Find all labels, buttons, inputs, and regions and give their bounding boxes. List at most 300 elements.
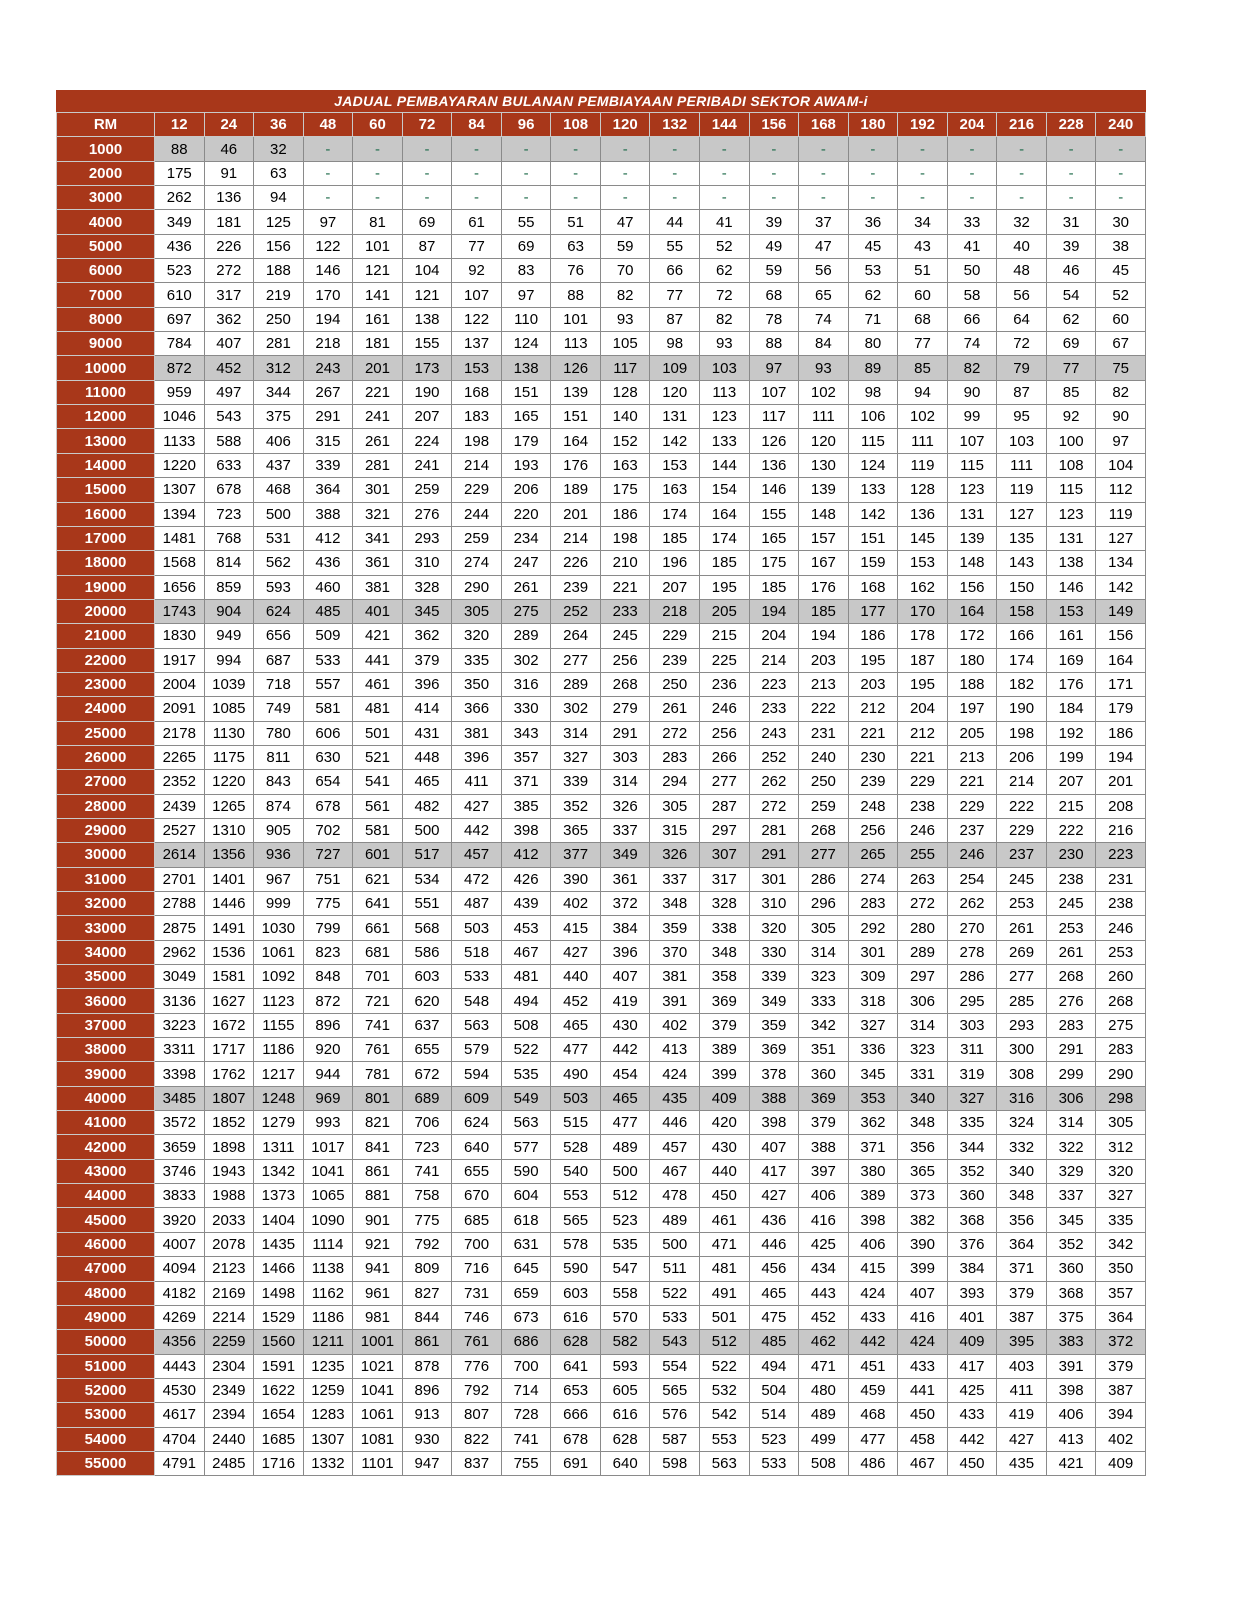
table-cell: 1248 bbox=[254, 1086, 304, 1110]
table-cell: 230 bbox=[848, 745, 898, 769]
table-cell: 66 bbox=[947, 307, 997, 331]
table-cell: 248 bbox=[848, 794, 898, 818]
table-cell: - bbox=[799, 137, 849, 161]
table-cell: 40 bbox=[997, 234, 1047, 258]
table-cell: 204 bbox=[749, 624, 799, 648]
table-cell: 590 bbox=[551, 1257, 601, 1281]
table-cell: 194 bbox=[303, 307, 353, 331]
table-cell: 264 bbox=[551, 624, 601, 648]
table-cell: 485 bbox=[303, 599, 353, 623]
table-cell: 342 bbox=[1096, 1232, 1146, 1256]
table-cell: 391 bbox=[650, 989, 700, 1013]
table-cell: 993 bbox=[303, 1111, 353, 1135]
table-cell: 1491 bbox=[204, 916, 254, 940]
table-cell: 741 bbox=[353, 1013, 403, 1037]
table-cell: 289 bbox=[898, 940, 948, 964]
table-cell: 32 bbox=[254, 137, 304, 161]
table-cell: 446 bbox=[650, 1111, 700, 1135]
table-cell: 292 bbox=[848, 916, 898, 940]
table-cell: 382 bbox=[898, 1208, 948, 1232]
table-cell: 141 bbox=[353, 283, 403, 307]
table-cell: 216 bbox=[1096, 818, 1146, 842]
table-cell: 811 bbox=[254, 745, 304, 769]
table-cell: 406 bbox=[848, 1232, 898, 1256]
table-cell: 203 bbox=[848, 672, 898, 696]
table-cell: 369 bbox=[700, 989, 750, 1013]
table-cell: 371 bbox=[501, 770, 551, 794]
table-cell: 587 bbox=[650, 1427, 700, 1451]
table-cell: 594 bbox=[452, 1062, 502, 1086]
table-cell: 239 bbox=[848, 770, 898, 794]
table-cell: 315 bbox=[650, 818, 700, 842]
column-header-term: 36 bbox=[254, 113, 304, 137]
table-cell: 348 bbox=[898, 1111, 948, 1135]
table-row bbox=[57, 672, 1146, 696]
table-cell: 4530 bbox=[155, 1378, 205, 1402]
table-cell: 186 bbox=[1096, 721, 1146, 745]
table-cell: 397 bbox=[799, 1159, 849, 1183]
table-cell: 283 bbox=[1096, 1038, 1146, 1062]
table-cell: 616 bbox=[551, 1305, 601, 1329]
table-cell: 2004 bbox=[155, 672, 205, 696]
table-cell: 350 bbox=[452, 672, 502, 696]
table-cell: 230 bbox=[1046, 843, 1096, 867]
table-row bbox=[57, 1086, 1146, 1110]
table-cell: 415 bbox=[848, 1257, 898, 1281]
table-cell: 246 bbox=[947, 843, 997, 867]
table-cell: 509 bbox=[303, 624, 353, 648]
table-cell: 87 bbox=[650, 307, 700, 331]
table-cell: 437 bbox=[254, 453, 304, 477]
table-cell: 62 bbox=[848, 283, 898, 307]
table-cell: 229 bbox=[947, 794, 997, 818]
table-cell: 685 bbox=[452, 1208, 502, 1232]
row-header-amount: 32000 bbox=[57, 892, 155, 916]
table-cell: 340 bbox=[997, 1159, 1047, 1183]
table-cell: 468 bbox=[254, 478, 304, 502]
table-cell: 920 bbox=[303, 1038, 353, 1062]
table-cell: 278 bbox=[947, 940, 997, 964]
table-cell: 947 bbox=[402, 1451, 452, 1475]
table-cell: 360 bbox=[799, 1062, 849, 1086]
table-cell: 349 bbox=[749, 989, 799, 1013]
table-cell: 291 bbox=[303, 405, 353, 429]
column-header-term: 228 bbox=[1046, 113, 1096, 137]
table-cell: 315 bbox=[303, 429, 353, 453]
table-cell: 419 bbox=[997, 1403, 1047, 1427]
table-cell: 175 bbox=[749, 551, 799, 575]
table-cell: 183 bbox=[452, 405, 502, 429]
row-header-amount: 9000 bbox=[57, 332, 155, 356]
table-cell: 913 bbox=[402, 1403, 452, 1427]
table-cell: 321 bbox=[353, 502, 403, 526]
table-cell: 89 bbox=[848, 356, 898, 380]
table-cell: 262 bbox=[749, 770, 799, 794]
table-cell: - bbox=[1046, 186, 1096, 210]
table-cell: 541 bbox=[353, 770, 403, 794]
table-cell: 120 bbox=[799, 429, 849, 453]
table-cell: 229 bbox=[650, 624, 700, 648]
table-cell: 51 bbox=[551, 210, 601, 234]
row-header-amount: 30000 bbox=[57, 843, 155, 867]
table-cell: 104 bbox=[1096, 453, 1146, 477]
table-cell: 807 bbox=[452, 1403, 502, 1427]
table-row bbox=[57, 1427, 1146, 1451]
table-cell: 95 bbox=[997, 405, 1047, 429]
table-cell: 119 bbox=[898, 453, 948, 477]
table-cell: 1090 bbox=[303, 1208, 353, 1232]
table-cell: 365 bbox=[898, 1159, 948, 1183]
table-cell: 295 bbox=[947, 989, 997, 1013]
table-cell: 121 bbox=[402, 283, 452, 307]
table-row bbox=[57, 453, 1146, 477]
table-cell: 969 bbox=[303, 1086, 353, 1110]
table-cell: 205 bbox=[700, 599, 750, 623]
table-cell: 356 bbox=[997, 1208, 1047, 1232]
table-cell: - bbox=[402, 186, 452, 210]
table-cell: 723 bbox=[204, 502, 254, 526]
table-cell: 107 bbox=[947, 429, 997, 453]
table-cell: 165 bbox=[501, 405, 551, 429]
table-row bbox=[57, 697, 1146, 721]
table-cell: 195 bbox=[898, 672, 948, 696]
table-row bbox=[57, 1013, 1146, 1037]
table-cell: 143 bbox=[997, 551, 1047, 575]
table-cell: 65 bbox=[799, 283, 849, 307]
table-cell: 104 bbox=[402, 259, 452, 283]
table-cell: 194 bbox=[749, 599, 799, 623]
table-cell: 784 bbox=[155, 332, 205, 356]
table-cell: 309 bbox=[848, 965, 898, 989]
table-cell: 231 bbox=[1096, 867, 1146, 891]
table-cell: 792 bbox=[402, 1232, 452, 1256]
table-row bbox=[57, 916, 1146, 940]
table-cell: 296 bbox=[799, 892, 849, 916]
table-cell: 2214 bbox=[204, 1305, 254, 1329]
table-cell: 317 bbox=[204, 283, 254, 307]
table-cell: 590 bbox=[501, 1159, 551, 1183]
table-cell: 624 bbox=[452, 1111, 502, 1135]
row-header-amount: 36000 bbox=[57, 989, 155, 1013]
table-row bbox=[57, 1184, 1146, 1208]
table-cell: 215 bbox=[700, 624, 750, 648]
table-cell: 97 bbox=[1096, 429, 1146, 453]
table-cell: 156 bbox=[947, 575, 997, 599]
table-cell: 442 bbox=[848, 1330, 898, 1354]
table-cell: 522 bbox=[501, 1038, 551, 1062]
table-cell: 201 bbox=[353, 356, 403, 380]
table-cell: 301 bbox=[848, 940, 898, 964]
table-cell: 421 bbox=[1046, 1451, 1096, 1475]
table-cell: - bbox=[947, 186, 997, 210]
table-cell: 678 bbox=[303, 794, 353, 818]
table-cell: 247 bbox=[501, 551, 551, 575]
table-cell: 389 bbox=[700, 1038, 750, 1062]
table-cell: 254 bbox=[947, 867, 997, 891]
table-cell: 159 bbox=[848, 551, 898, 575]
row-header-amount: 42000 bbox=[57, 1135, 155, 1159]
table-cell: 401 bbox=[947, 1305, 997, 1329]
table-cell: 373 bbox=[898, 1184, 948, 1208]
table-cell: 151 bbox=[501, 380, 551, 404]
table-cell: 2091 bbox=[155, 697, 205, 721]
table-cell: 124 bbox=[501, 332, 551, 356]
table-cell: 252 bbox=[551, 599, 601, 623]
table-cell: 434 bbox=[799, 1257, 849, 1281]
table-cell: 139 bbox=[799, 478, 849, 502]
table-cell: 2440 bbox=[204, 1427, 254, 1451]
table-cell: 327 bbox=[848, 1013, 898, 1037]
table-cell: 691 bbox=[551, 1451, 601, 1475]
table-cell: 967 bbox=[254, 867, 304, 891]
table-cell: 723 bbox=[402, 1135, 452, 1159]
row-header-amount: 43000 bbox=[57, 1159, 155, 1183]
table-cell: 113 bbox=[700, 380, 750, 404]
table-cell: 781 bbox=[353, 1062, 403, 1086]
table-cell: 155 bbox=[402, 332, 452, 356]
table-cell: 283 bbox=[650, 745, 700, 769]
table-cell: 859 bbox=[204, 575, 254, 599]
table-cell: 82 bbox=[700, 307, 750, 331]
table-cell: 192 bbox=[1046, 721, 1096, 745]
table-cell: 362 bbox=[848, 1111, 898, 1135]
table-cell: 85 bbox=[1046, 380, 1096, 404]
table-cell: 3572 bbox=[155, 1111, 205, 1135]
table-cell: 406 bbox=[1046, 1403, 1096, 1427]
table-cell: 384 bbox=[947, 1257, 997, 1281]
table-cell: 4269 bbox=[155, 1305, 205, 1329]
table-row bbox=[57, 1111, 1146, 1135]
table-cell: 452 bbox=[799, 1305, 849, 1329]
table-cell: 372 bbox=[600, 892, 650, 916]
table-cell: 328 bbox=[700, 892, 750, 916]
table-cell: 240 bbox=[799, 745, 849, 769]
table-cell: 2485 bbox=[204, 1451, 254, 1475]
table-cell: 653 bbox=[551, 1378, 601, 1402]
table-row bbox=[57, 210, 1146, 234]
table-cell: 117 bbox=[600, 356, 650, 380]
table-cell: 459 bbox=[848, 1378, 898, 1402]
table-cell: 837 bbox=[452, 1451, 502, 1475]
table-cell: 337 bbox=[1046, 1184, 1096, 1208]
table-cell: 142 bbox=[848, 502, 898, 526]
table-cell: 272 bbox=[898, 892, 948, 916]
table-cell: 207 bbox=[1046, 770, 1096, 794]
table-cell: 30 bbox=[1096, 210, 1146, 234]
table-cell: 58 bbox=[947, 283, 997, 307]
table-cell: - bbox=[303, 137, 353, 161]
table-cell: 551 bbox=[402, 892, 452, 916]
table-cell: 503 bbox=[452, 916, 502, 940]
table-cell: 125 bbox=[254, 210, 304, 234]
table-cell: 226 bbox=[551, 551, 601, 575]
table-cell: 38 bbox=[1096, 234, 1146, 258]
table-cell: 3398 bbox=[155, 1062, 205, 1086]
table-cell: 461 bbox=[353, 672, 403, 696]
table-cell: 92 bbox=[452, 259, 502, 283]
table-cell: 1332 bbox=[303, 1451, 353, 1475]
table-cell: 72 bbox=[700, 283, 750, 307]
table-cell: 1654 bbox=[254, 1403, 304, 1427]
table-cell: 628 bbox=[551, 1330, 601, 1354]
table-cell: 554 bbox=[650, 1354, 700, 1378]
table-cell: 1081 bbox=[353, 1427, 403, 1451]
table-cell: 155 bbox=[749, 502, 799, 526]
table-cell: 490 bbox=[551, 1062, 601, 1086]
column-header-term: 96 bbox=[501, 113, 551, 137]
table-cell: 749 bbox=[254, 697, 304, 721]
table-cell: 275 bbox=[501, 599, 551, 623]
table-cell: 416 bbox=[898, 1305, 948, 1329]
table-cell: 904 bbox=[204, 599, 254, 623]
table-cell: 588 bbox=[204, 429, 254, 453]
table-row bbox=[57, 1281, 1146, 1305]
table-cell: 123 bbox=[700, 405, 750, 429]
table-cell: 92 bbox=[1046, 405, 1096, 429]
table-cell: 157 bbox=[799, 526, 849, 550]
table-cell: 457 bbox=[650, 1135, 700, 1159]
table-cell: 259 bbox=[799, 794, 849, 818]
table-cell: 353 bbox=[848, 1086, 898, 1110]
table-cell: 276 bbox=[402, 502, 452, 526]
table-cell: 370 bbox=[650, 940, 700, 964]
table-cell: 88 bbox=[551, 283, 601, 307]
table-cell: 905 bbox=[254, 818, 304, 842]
table-cell: 166 bbox=[997, 624, 1047, 648]
table-cell: 136 bbox=[204, 186, 254, 210]
table-cell: 194 bbox=[1096, 745, 1146, 769]
table-cell: 364 bbox=[997, 1232, 1047, 1256]
table-cell: 283 bbox=[848, 892, 898, 916]
table-cell: 494 bbox=[501, 989, 551, 1013]
table-cell: 77 bbox=[452, 234, 502, 258]
table-cell: 500 bbox=[600, 1159, 650, 1183]
table-cell: 246 bbox=[898, 818, 948, 842]
table-cell: - bbox=[600, 137, 650, 161]
table-cell: 1021 bbox=[353, 1354, 403, 1378]
table-cell: 921 bbox=[353, 1232, 403, 1256]
table-cell: 396 bbox=[600, 940, 650, 964]
table-cell: 142 bbox=[1096, 575, 1146, 599]
row-header-amount: 5000 bbox=[57, 234, 155, 258]
row-header-amount: 53000 bbox=[57, 1403, 155, 1427]
table-cell: 310 bbox=[749, 892, 799, 916]
table-cell: 326 bbox=[600, 794, 650, 818]
table-cell: 131 bbox=[1046, 526, 1096, 550]
table-cell: 67 bbox=[1096, 332, 1146, 356]
table-cell: 111 bbox=[898, 429, 948, 453]
row-header-amount: 29000 bbox=[57, 818, 155, 842]
table-cell: 134 bbox=[1096, 551, 1146, 575]
table-cell: 222 bbox=[997, 794, 1047, 818]
table-cell: 407 bbox=[600, 965, 650, 989]
table-cell: 1627 bbox=[204, 989, 254, 1013]
table-cell: 41 bbox=[947, 234, 997, 258]
table-cell: 1211 bbox=[303, 1330, 353, 1354]
table-cell: 245 bbox=[600, 624, 650, 648]
table-cell: 1162 bbox=[303, 1281, 353, 1305]
table-cell: 106 bbox=[848, 405, 898, 429]
table-cell: 360 bbox=[947, 1184, 997, 1208]
table-cell: 3311 bbox=[155, 1038, 205, 1062]
table-cell: 101 bbox=[551, 307, 601, 331]
table-cell: 93 bbox=[700, 332, 750, 356]
table-cell: 87 bbox=[402, 234, 452, 258]
table-cell: 563 bbox=[452, 1013, 502, 1037]
table-cell: 456 bbox=[749, 1257, 799, 1281]
table-cell: 330 bbox=[501, 697, 551, 721]
table-cell: 582 bbox=[600, 1330, 650, 1354]
table-cell: 226 bbox=[204, 234, 254, 258]
table-cell: 534 bbox=[402, 867, 452, 891]
table-cell: 433 bbox=[898, 1354, 948, 1378]
table-cell: 208 bbox=[1096, 794, 1146, 818]
table-cell: 416 bbox=[799, 1208, 849, 1232]
table-cell: 497 bbox=[204, 380, 254, 404]
table-cell: 604 bbox=[501, 1184, 551, 1208]
table-cell: 180 bbox=[947, 648, 997, 672]
table-cell: 731 bbox=[452, 1281, 502, 1305]
table-cell: 144 bbox=[700, 453, 750, 477]
table-cell: 261 bbox=[501, 575, 551, 599]
table-row bbox=[57, 1208, 1146, 1232]
table-cell: 218 bbox=[303, 332, 353, 356]
table-cell: 4704 bbox=[155, 1427, 205, 1451]
table-cell: 814 bbox=[204, 551, 254, 575]
table-cell: 312 bbox=[1096, 1135, 1146, 1159]
table-cell: 387 bbox=[1096, 1378, 1146, 1402]
row-header-amount: 47000 bbox=[57, 1257, 155, 1281]
row-header-amount: 20000 bbox=[57, 599, 155, 623]
table-cell: 383 bbox=[1046, 1330, 1096, 1354]
table-cell: 672 bbox=[402, 1062, 452, 1086]
table-cell: 82 bbox=[1096, 380, 1146, 404]
table-cell: 450 bbox=[947, 1451, 997, 1475]
table-cell: 1591 bbox=[254, 1354, 304, 1378]
table-cell: 272 bbox=[204, 259, 254, 283]
table-cell: 185 bbox=[650, 526, 700, 550]
table-cell: 290 bbox=[452, 575, 502, 599]
table-title: JADUAL PEMBAYARAN BULANAN PEMBIAYAAN PERIBADI SEKTOR AWAM-i bbox=[56, 90, 1146, 112]
table-cell: 2033 bbox=[204, 1208, 254, 1232]
table-cell: 314 bbox=[898, 1013, 948, 1037]
table-cell: 290 bbox=[1096, 1062, 1146, 1086]
column-header-term: 48 bbox=[303, 113, 353, 137]
table-row bbox=[57, 624, 1146, 648]
column-header-term: 216 bbox=[997, 113, 1047, 137]
table-cell: 628 bbox=[600, 1427, 650, 1451]
table-cell: 164 bbox=[551, 429, 601, 453]
table-cell: 171 bbox=[1096, 672, 1146, 696]
table-row bbox=[57, 380, 1146, 404]
row-header-amount: 28000 bbox=[57, 794, 155, 818]
table-cell: 780 bbox=[254, 721, 304, 745]
table-cell: 253 bbox=[1096, 940, 1146, 964]
table-cell: 195 bbox=[700, 575, 750, 599]
table-cell: 1259 bbox=[303, 1378, 353, 1402]
table-row bbox=[57, 1451, 1146, 1475]
table-cell: 293 bbox=[402, 526, 452, 550]
table-cell: 4356 bbox=[155, 1330, 205, 1354]
table-cell: 700 bbox=[501, 1354, 551, 1378]
table-cell: 107 bbox=[749, 380, 799, 404]
table-cell: 388 bbox=[799, 1135, 849, 1159]
table-cell: 450 bbox=[898, 1403, 948, 1427]
table-cell: - bbox=[898, 186, 948, 210]
table-row bbox=[57, 1257, 1146, 1281]
table-cell: 508 bbox=[799, 1451, 849, 1475]
table-cell: 131 bbox=[947, 502, 997, 526]
